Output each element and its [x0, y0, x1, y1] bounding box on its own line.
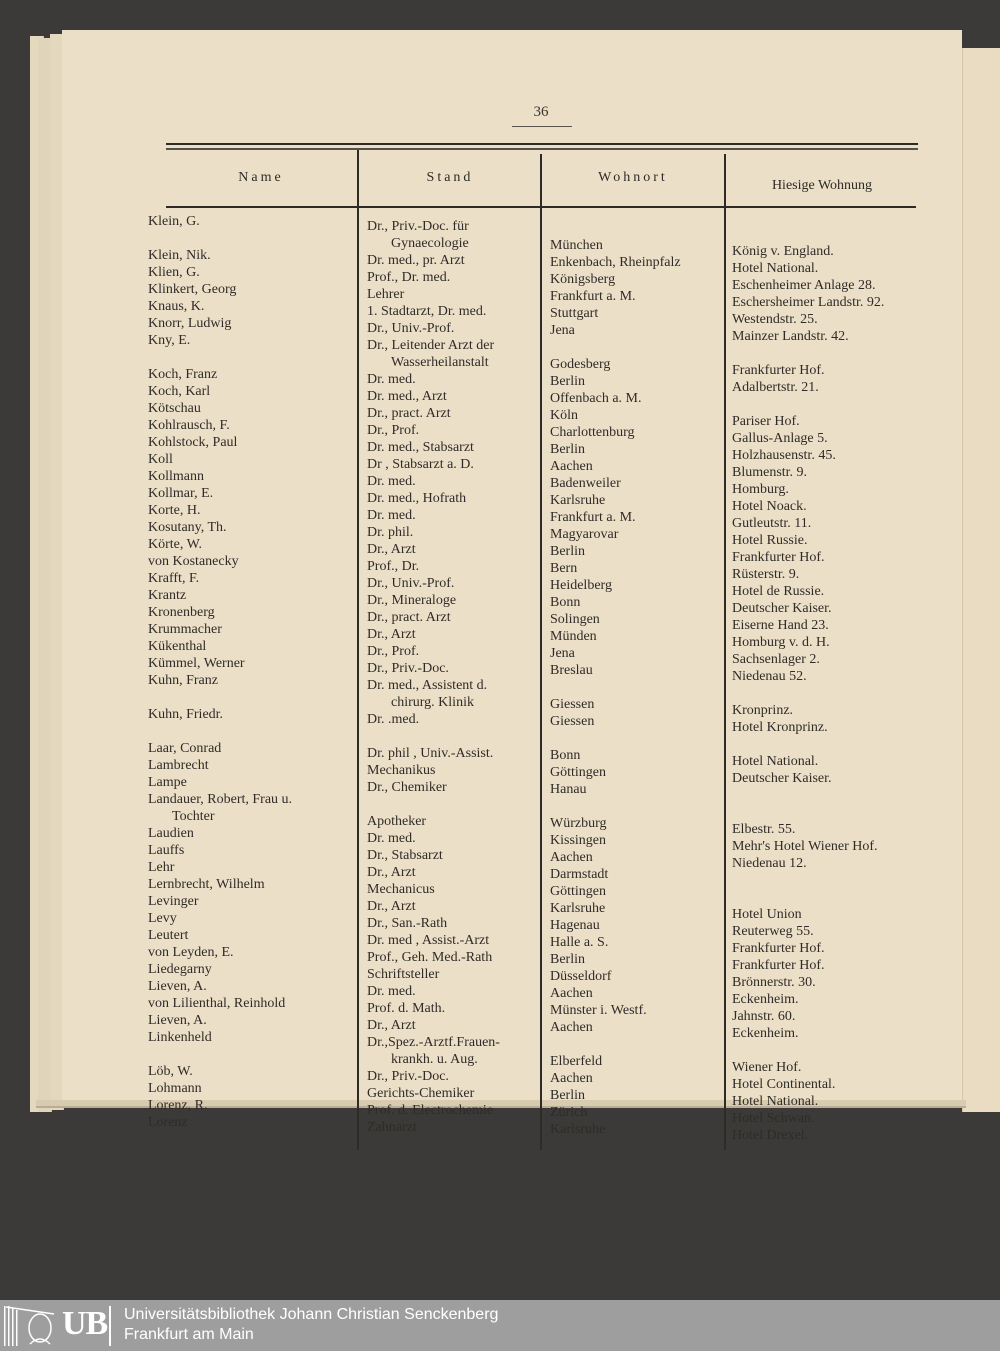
library-name: Universitätsbibliothek Johann Christian Senckenberg	[124, 1306, 499, 1323]
stand-cell: Dr. phil , Univ.-Assist.	[367, 746, 494, 761]
wohnort-cell: Stuttgart	[550, 306, 599, 321]
name-cell	[148, 689, 292, 706]
wohnort-cell: Aachen	[550, 1020, 593, 1035]
wohnort-cell: Bonn	[550, 595, 581, 610]
wohnung-cell: Hotel Schwan.	[732, 1111, 815, 1126]
wohnort-cell: Magyarovar	[550, 527, 619, 542]
stand-cell: Dr. phil.	[367, 525, 414, 540]
wohnort-cell: Hagenau	[550, 918, 600, 933]
stand-cell	[367, 728, 500, 745]
column-divider	[540, 154, 542, 1150]
name-cell: Kosutany, Th.	[148, 520, 227, 535]
name-cell: Kükenthal	[148, 639, 207, 654]
stand-cell: Gynaecologie	[391, 236, 469, 251]
stand-cell: Dr., Chemiker	[367, 780, 447, 795]
stand-cell: Dr., Arzt	[367, 899, 416, 914]
wohnort-cell: Bonn	[550, 748, 581, 763]
stand-cell: Prof., Dr.	[367, 559, 420, 574]
column-divider	[357, 150, 359, 1150]
wohnort-cell: Karlsruhe	[550, 901, 606, 916]
library-city: Frankfurt am Main	[124, 1326, 254, 1343]
name-cell: Kuhn, Franz	[148, 673, 218, 688]
wohnort-column	[550, 220, 681, 1138]
wohnung-cell	[732, 872, 884, 889]
stand-cell: Dr., Arzt	[367, 542, 416, 557]
stand-cell: Dr., Stabsarzt	[367, 848, 443, 863]
wohnung-cell: Mehr's Hotel Wiener Hof.	[732, 839, 878, 854]
name-cell: Krafft, F.	[148, 571, 200, 586]
name-cell	[148, 230, 292, 247]
page-number-rule	[512, 126, 572, 127]
name-cell: Lernbrecht, Wilhelm	[148, 877, 265, 892]
wohnung-cell: Elbestr. 55.	[732, 822, 796, 837]
stand-cell: Dr. med., Hofrath	[367, 491, 467, 506]
name-cell: von Lilienthal, Reinhold	[148, 996, 286, 1011]
name-cell: Laudien	[148, 826, 194, 841]
stand-cell: Mechanikus	[367, 763, 436, 778]
stand-cell: Schriftsteller	[367, 967, 440, 982]
stand-cell: Dr., San.-Rath	[367, 916, 448, 931]
wohnort-cell: Würzburg	[550, 816, 607, 831]
stand-cell: Dr. med , Assist.-Arzt	[367, 933, 490, 948]
wohnung-cell: Frankfurter Hof.	[732, 550, 825, 565]
name-cell: Lambrecht	[148, 758, 209, 773]
stand-cell: Dr.,Spez.-Arztf.Frauen-	[367, 1035, 500, 1050]
stand-cell: Dr. med., pr. Arzt	[367, 253, 465, 268]
wohnung-cell: Eschersheimer Landstr. 92.	[732, 295, 885, 310]
wohnort-cell: Berlin	[550, 374, 585, 389]
wohnort-cell: Aachen	[550, 850, 593, 865]
name-cell: Klein, Nik.	[148, 248, 211, 263]
wohnort-cell: Münden	[550, 629, 597, 644]
stand-cell: Dr., Arzt	[367, 865, 416, 880]
name-cell: Lieven, A.	[148, 1013, 207, 1028]
name-cell: Korte, H.	[148, 503, 201, 518]
wohnort-cell: Aachen	[550, 1071, 593, 1086]
wohnort-cell: Düsseldorf	[550, 969, 612, 984]
wohnung-cell: Hotel National.	[732, 261, 819, 276]
stand-cell: Dr., Leitender Arzt der	[367, 338, 495, 353]
wohnort-cell: Münster i. Westf.	[550, 1003, 647, 1018]
wohnung-cell: Wiener Hof.	[732, 1060, 802, 1075]
header-wohnort: Wohnort	[598, 170, 668, 185]
stand-cell: Lehrer	[367, 287, 405, 302]
wohnung-cell	[732, 396, 884, 413]
wohnung-cell: Deutscher Kaiser.	[732, 771, 832, 786]
header-stand: Stand	[426, 170, 474, 185]
wohnung-cell: Pariser Hof.	[732, 414, 800, 429]
stand-cell: Dr. med.	[367, 474, 416, 489]
wohnort-cell: Kissingen	[550, 833, 606, 848]
wohnung-cell: Rüsterstr. 9.	[732, 567, 800, 582]
stand-cell: Dr , Stabsarzt a. D.	[367, 457, 474, 472]
wohnung-cell: Hotel National.	[732, 754, 819, 769]
wohnung-cell	[732, 804, 884, 821]
wohnung-cell: Brönnerstr. 30.	[732, 975, 816, 990]
wohnort-cell	[550, 339, 681, 356]
logo-divider	[109, 1306, 111, 1346]
stand-cell: Dr., Arzt	[367, 627, 416, 642]
stand-cell: Dr., pract. Arzt	[367, 406, 451, 421]
wohnort-cell	[550, 679, 681, 696]
stand-cell: Dr. .med.	[367, 712, 420, 727]
wohnung-cell	[732, 345, 884, 362]
name-cell: Knaus, K.	[148, 299, 205, 314]
column-divider	[724, 154, 726, 1150]
wohnung-cell: Sachsenlager 2.	[732, 652, 820, 667]
wohnort-cell: Giessen	[550, 714, 595, 729]
wohnort-cell: Offenbach a. M.	[550, 391, 642, 406]
stand-cell: Dr., Priv.-Doc.	[367, 661, 449, 676]
wohnung-cell	[732, 1042, 884, 1059]
stand-cell: Dr., Univ.-Prof.	[367, 576, 455, 591]
stand-cell: Prof. d. Electrochemie	[367, 1103, 493, 1118]
stand-cell: Dr. med., Assistent d.	[367, 678, 488, 693]
wohnort-cell: Frankfurt a. M.	[550, 289, 636, 304]
wohnort-cell	[550, 220, 681, 237]
wohnort-cell: Berlin	[550, 442, 585, 457]
name-cell: Kohlrausch, F.	[148, 418, 230, 433]
wohnort-cell: Frankfurt a. M.	[550, 510, 636, 525]
name-cell: Leutert	[148, 928, 189, 943]
name-cell: Koch, Franz	[148, 367, 218, 382]
name-cell: Kronenberg	[148, 605, 215, 620]
name-cell: Lorenz, R.	[148, 1098, 208, 1113]
name-cell: Koch, Karl	[148, 384, 211, 399]
name-cell: Kümmel, Werner	[148, 656, 245, 671]
stand-cell: Dr., Priv.-Doc. für	[367, 219, 469, 234]
name-cell: Lohmann	[148, 1081, 202, 1096]
wohnung-cell: Holzhausenstr. 45.	[732, 448, 836, 463]
wohnung-cell: Hotel Kronprinz.	[732, 720, 828, 735]
stand-cell: Dr., Univ.-Prof.	[367, 321, 455, 336]
wohnung-cell: Mainzer Landstr. 42.	[732, 329, 849, 344]
wohnort-cell: Göttingen	[550, 765, 606, 780]
wohnort-cell: Jena	[550, 646, 575, 661]
stand-cell: Dr., Priv.-Doc.	[367, 1069, 449, 1084]
name-cell: Lehr	[148, 860, 175, 875]
name-cell: Lampe	[148, 775, 187, 790]
wohnung-cell: Hotel Noack.	[732, 499, 807, 514]
wohnort-cell: Berlin	[550, 1088, 585, 1103]
stand-cell: Prof. d. Math.	[367, 1001, 446, 1016]
name-cell: Krantz	[148, 588, 187, 603]
wohnung-cell: Jahnstr. 60.	[732, 1009, 796, 1024]
wohnort-cell	[550, 1036, 681, 1053]
wohnort-cell: Köln	[550, 408, 578, 423]
stand-cell: Dr. med.	[367, 508, 416, 523]
name-cell: Landauer, Robert, Frau u.	[148, 792, 293, 807]
name-cell: Krummacher	[148, 622, 222, 637]
name-cell: Laar, Conrad	[148, 741, 222, 756]
wohnort-cell: Berlin	[550, 952, 585, 967]
name-cell: Kollmann	[148, 469, 204, 484]
wohnung-cell: Reuterweg 55.	[732, 924, 814, 939]
wohnort-cell: Solingen	[550, 612, 600, 627]
wohnort-cell: Giessen	[550, 697, 595, 712]
wohnung-cell: Hotel de Russie.	[732, 584, 825, 599]
stand-cell: Prof., Geh. Med.-Rath	[367, 950, 493, 965]
wohnung-cell: Hotel Continental.	[732, 1077, 836, 1092]
stand-cell: Dr., pract. Arzt	[367, 610, 451, 625]
wohnort-cell: Bern	[550, 561, 578, 576]
name-cell: von Leyden, E.	[148, 945, 234, 960]
name-cell: von Kostanecky	[148, 554, 239, 569]
wohnung-cell: Gutleutstr. 11.	[732, 516, 812, 531]
name-cell: Klinkert, Georg	[148, 282, 237, 297]
wohnung-cell: Westendstr. 25.	[732, 312, 818, 327]
wohnung-cell: Hotel Union	[732, 907, 802, 922]
wohnung-cell: Hotel National.	[732, 1094, 819, 1109]
wohnung-cell: Niedenau 12.	[732, 856, 807, 871]
wohnung-cell: Deutscher Kaiser.	[732, 601, 832, 616]
wohnung-cell: Gallus-Anlage 5.	[732, 431, 828, 446]
wohnung-cell	[732, 736, 884, 753]
wohnung-cell: Blumenstr. 9.	[732, 465, 808, 480]
wohnung-cell: Eiserne Hand 23.	[732, 618, 829, 633]
stand-cell: Dr. med., Stabsarzt	[367, 440, 474, 455]
stand-cell: Apotheker	[367, 814, 427, 829]
stand-cell: Dr., Prof.	[367, 644, 420, 659]
name-cell: Kny, E.	[148, 333, 191, 348]
wohnort-cell: Halle a. S.	[550, 935, 609, 950]
name-cell: Kohlstock, Paul	[148, 435, 238, 450]
name-column	[148, 213, 292, 1131]
name-cell: Lorenz	[148, 1115, 188, 1130]
stand-cell: Dr., Arzt	[367, 1018, 416, 1033]
wohnort-cell: Badenweiler	[550, 476, 621, 491]
wohnort-cell: Darmstadt	[550, 867, 609, 882]
wohnort-cell: Königsberg	[550, 272, 616, 287]
wohnung-cell: Frankfurter Hof.	[732, 958, 825, 973]
name-cell: Lauffs	[148, 843, 185, 858]
name-cell: Klien, G.	[148, 265, 200, 280]
name-cell	[148, 1046, 292, 1063]
library-footer	[0, 1300, 1000, 1351]
header-name: Name	[238, 170, 284, 185]
stand-cell: krankh. u. Aug.	[391, 1052, 478, 1067]
wohnort-cell: Karlsruhe	[550, 1122, 606, 1137]
wohnort-cell: Heidelberg	[550, 578, 612, 593]
wohnort-cell: München	[550, 238, 603, 253]
name-cell: Linkenheld	[148, 1030, 212, 1045]
stand-cell: Wasserheilanstalt	[391, 355, 489, 370]
name-cell	[148, 723, 292, 740]
wohnung-cell: Hotel Drexel.	[732, 1128, 809, 1143]
name-cell: Levy	[148, 911, 177, 926]
wohnung-column	[732, 226, 884, 1144]
name-cell: Löb, W.	[148, 1064, 193, 1079]
stand-cell: chirurg. Klinik	[391, 695, 474, 710]
stand-cell: Mechanicus	[367, 882, 435, 897]
stand-cell: Gerichts-Chemiker	[367, 1086, 475, 1101]
header-hiesige-wohnung: Hiesige Wohnung	[771, 178, 873, 193]
wohnung-cell: Adalbertstr. 21.	[732, 380, 819, 395]
wohnung-cell: Homburg.	[732, 482, 789, 497]
name-cell: Koll	[148, 452, 173, 467]
stand-cell: Dr., Prof.	[367, 423, 420, 438]
stand-cell: Dr. med.	[367, 372, 416, 387]
stand-column	[367, 218, 500, 1136]
wohnort-cell: Jena	[550, 323, 575, 338]
name-cell: Tochter	[172, 809, 215, 824]
wohnort-cell: Zürich	[550, 1105, 588, 1120]
wohnort-cell: Elberfeld	[550, 1054, 603, 1069]
stand-cell	[367, 796, 500, 813]
name-cell: Kuhn, Friedr.	[148, 707, 224, 722]
stand-cell: Dr. med., Arzt	[367, 389, 447, 404]
page-number: 36	[533, 104, 549, 120]
wohnort-cell: Aachen	[550, 986, 593, 1001]
wohnung-cell: Eschenheimer Anlage 28.	[732, 278, 876, 293]
name-cell	[148, 349, 292, 366]
wohnung-cell: Frankfurter Hof.	[732, 363, 825, 378]
wohnung-cell	[732, 889, 884, 906]
wohnung-cell: Eckenheim.	[732, 1026, 799, 1041]
wohnort-cell: Breslau	[550, 663, 593, 678]
stand-cell: Dr., Mineraloge	[367, 593, 457, 608]
wohnort-cell: Berlin	[550, 544, 585, 559]
table-top-rule-double	[166, 148, 918, 150]
stand-cell: Dr. med.	[367, 831, 416, 846]
wohnung-cell: Homburg v. d. H.	[732, 635, 830, 650]
wohnort-cell: Godesberg	[550, 357, 611, 372]
wohnung-cell: König v. England.	[732, 244, 834, 259]
stand-cell: 1. Stadtarzt, Dr. med.	[367, 304, 487, 319]
stand-cell: Zahnarzt	[367, 1120, 417, 1135]
name-cell: Levinger	[148, 894, 199, 909]
wohnort-cell: Charlottenburg	[550, 425, 635, 440]
wohnung-cell	[732, 787, 884, 804]
wohnort-cell: Aachen	[550, 459, 593, 474]
wohnung-cell: Frankfurter Hof.	[732, 941, 825, 956]
ub-logo-text: UB	[62, 1305, 108, 1342]
wohnung-cell: Kronprinz.	[732, 703, 794, 718]
wohnung-cell: Niedenau 52.	[732, 669, 807, 684]
table-top-rule	[166, 143, 918, 145]
wohnort-cell: Göttingen	[550, 884, 606, 899]
name-cell: Liedegarny	[148, 962, 212, 977]
name-cell: Kötschau	[148, 401, 201, 416]
wohnung-cell: Eckenheim.	[732, 992, 799, 1007]
facing-page-edge	[962, 48, 1000, 1112]
name-cell: Körte, W.	[148, 537, 203, 552]
name-cell: Kollmar, E.	[148, 486, 214, 501]
wohnort-cell	[550, 798, 681, 815]
wohnung-cell	[732, 226, 884, 243]
wohnung-cell: Hotel Russie.	[732, 533, 808, 548]
wohnort-cell: Hanau	[550, 782, 587, 797]
wohnort-cell: Enkenbach, Rheinpfalz	[550, 255, 681, 270]
stand-cell: Dr. med.	[367, 984, 416, 999]
name-cell: Lieven, A.	[148, 979, 207, 994]
wohnort-cell: Karlsruhe	[550, 493, 606, 508]
name-cell: Knorr, Ludwig	[148, 316, 232, 331]
wohnort-cell	[550, 730, 681, 747]
name-cell: Klein, G.	[148, 214, 200, 229]
stand-cell: Prof., Dr. med.	[367, 270, 451, 285]
wohnung-cell	[732, 685, 884, 702]
